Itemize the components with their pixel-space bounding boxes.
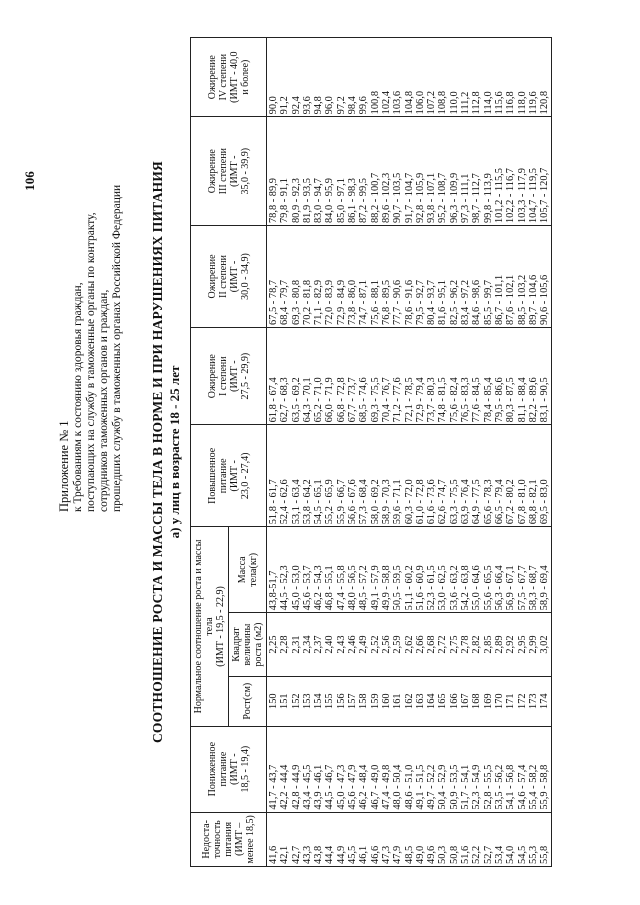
appendix-line: сотрудников таможенных органов и граждан,	[98, 289, 110, 512]
header-undernutrition: Недоста- точность питания (ИМТ – менее 18,5)	[191, 812, 267, 866]
column-increased-nutrition-values: 51,8 - 61,7 52,4 - 62,6 53,1 - 63,4 53,8 - 64,2 54,5 - 65,1 55,2 - 65,9 55,9 - 66,7 56,6 - 67,6 57,3 - 68,4 58,0 - 69,2 58,9 - 70,3 59,6 - 71,1 60,3 - 72,0 61,0 - 72,8 61,6 - 73,6 62,6 - 74,7 63,3 - 75,5 63,9 - 76,4 64,9 - 77,5 65,6 - 78,3 66,5 - 79,4 67,2 - 80,2 67,8 - 81,0 68,8 - 82,1 69,5 - 83,0	[267, 425, 552, 527]
column-body-mass-values: 43,8-51,7 44,5 - 52,3 45,0 - 53,0 45,6 - 53,7 46,2 - 54,3 46,8 - 55,1 47,4 - 55,8 48,0 - 56,5 48,5 - 57,2 49,1 - 57,9 49,9 - 58,8 50,5 - 59,5 51,1 - 60,2 51,6 - 60,9 52,3 - 61,5 53,0 - 62,5 53,6 - 63,2 54,2 - 63,8 55,0 - 64,6 55,6 - 65,5 56,3 - 66,4 56,9 - 67,1 57,5 - 67,7 58,3 - 68,7 58,9 - 69,4	[267, 527, 552, 613]
table-subtitle: а) у лиц в возрасте 18 - 25 лет	[167, 365, 182, 539]
column-obesity-4-values: 90,0 91,2 92,4 93,6 94,8 96,0 97,2 98,4 99,6 100,8 102,4 103,6 104,8 106,0 107,2 108,8 110,0 111,2 112,8 114,0 115,6 116,8 118,0 119,6 120,8	[267, 38, 552, 117]
header-obesity-4: Ожирение IV степени (ИМТ - 40,0 и более)	[191, 38, 267, 117]
appendix-title: Приложение № 1	[57, 420, 71, 512]
column-undernutrition-values: 41,6 42,1 42,7 43,3 43,8 44,4 44,9 45,5 46,1 46,6 47,3 47,9 48,5 49,0 49,6 50,3 50,8 51,6 52,2 52,7 53,4 54,0 54,5 55,3 55,8	[267, 812, 552, 866]
column-obesity-2-values: 67,5 - 78,7 68,4 - 79,7 69,3 - 80,8 70,2 - 81,8 71,1 - 82,9 72,0 - 83,9 72,9 - 84,9 73,8 - 86,0 74,7 - 87,1 75,6 - 88,1 76,8 - 89,5 77,7 - 90,6 78,6 - 91,6 79,5 - 92,7 80,4 - 93,7 81,6 - 95,1 82,5 - 96,2 83,4 - 97,2 84,6 - 98,6 85,5 - 99,7 86,7 - 101,1 87,6 - 102,1 88,5 - 103,2 89,7 - 104,6 90,6 - 105,6	[267, 226, 552, 328]
rotated-page-content	[20, 22, 620, 882]
column-reduced-nutrition-values: 41,7 - 43,7 42,2 - 44,4 42,8 - 44,9 43,4 - 45,5 43,9 - 46,1 44,5 - 46,7 45,0 - 47,3 45,6 - 47,9 46,2 - 48,4 46,7 - 49,0 47,4 - 49,8 48,0 - 50,4 48,6 - 51,0 49,1 - 51,5 49,7 - 52,2 50,4 - 52,9 50,9 - 53,5 51,7 - 54,1 52,3 - 54,9 52,8 - 55,5 53,5 - 56,2 54,1 - 56,8 54,6 - 57,4 55,4 - 58,2 55,9 - 58,8	[267, 726, 552, 812]
column-height-values: 150 151 152 153 154 155 156 157 158 159 160 161 162 163 164 165 166 167 168 169 170 171 172 173 174	[267, 676, 552, 726]
header-normal-group: Нормальное соотношение роста и массы тела (ИМТ - 19,5 - 22,9)	[191, 527, 229, 726]
appendix-line: к Требованиям к состоянию здоровья граждан,	[72, 282, 84, 512]
header-height: Рост(см)	[229, 676, 267, 726]
header-obesity-1: Ожирение I степени (ИМТ - 27,5 - 29,9)	[191, 327, 267, 424]
bmi-table	[190, 37, 552, 867]
appendix-header	[58, 112, 124, 512]
page-number: 106	[22, 171, 37, 191]
header-obesity-3: Ожирение III степени (ИМТ - 35,0 - 39,9)	[191, 117, 267, 226]
column-obesity-1-values: 61,8 - 67,4 62,7 - 68,3 63,5 - 69,2 64,3 - 70,1 65,2 - 71,0 66,0 - 71,9 66,8 - 72,8 67,7 - 73,7 68,5 - 74,6 69,3 - 75,5 70,4 - 76,7 71,2 - 77,6 72,1 - 78,5 72,9 - 79,4 73,7 - 80,3 74,8 - 81,5 75,6 - 82,4 76,5 - 83,3 77,6 - 84,5 78,4 - 85,4 79,5 - 86,6 80,3 - 87,5 81,1 - 88,4 82,2 - 89,6 83,1 - 90,5	[267, 327, 552, 424]
appendix-line: поступающих на службу в таможенные органы по контракту,	[85, 212, 97, 512]
column-obesity-3-values: 78,8 - 89,9 79,8 - 91,1 80,9 - 92,3 81,9 - 93,5 83,0 - 94,7 84,0 - 95,9 85,0 - 97,1 86,1 - 98,3 87,2 - 99,5 88,2 - 100,7 89,6 - 102,3 90,7 - 103,5 91,7 - 104,7 92,8 - 105,9 93,8 - 107,1 95,2 - 108,7 96,3 - 109,9 97,3 - 111,1 98,7 - 112,7 99,8 - 113,9 101,2 - 115,5 102,2 - 116,7 103,3 - 117,9 104,7 - 119,5 105,7 - 120,7	[267, 117, 552, 226]
header-increased-nutrition: Повышенное питание (ИМТ - 23,0 - 27,4)	[191, 425, 267, 527]
header-body-mass: Масса тела(кг)	[229, 527, 267, 613]
table-body-row	[267, 38, 552, 867]
header-reduced-nutrition: Пониженное питание (ИМТ - 18,5 - 19,4)	[191, 726, 267, 812]
appendix-line: прошедших службу в таможенных органах Российской Федерации	[111, 184, 123, 512]
header-height-squared: Квадрат величины роста (м2)	[229, 613, 267, 676]
document-title: СООТНОШЕНИЕ РОСТА И МАССЫ ТЕЛА В НОРМЕ И ПРИ НАРУШЕНИЯХ ПИТАНИЯ	[150, 160, 165, 744]
column-height-squared-values: 2,25 2,28 2,31 2,34 2,37 2,40 2,43 2,46 2,49 2,52 2,56 2,59 2,62 2,66 2,68 2,72 2,75 2,78 2,82 2,85 2,89 2,92 2,95 2,99 3,02	[267, 613, 552, 676]
header-obesity-2: Ожирение II степени (ИМТ - 30,0 - 34,9)	[191, 226, 267, 328]
